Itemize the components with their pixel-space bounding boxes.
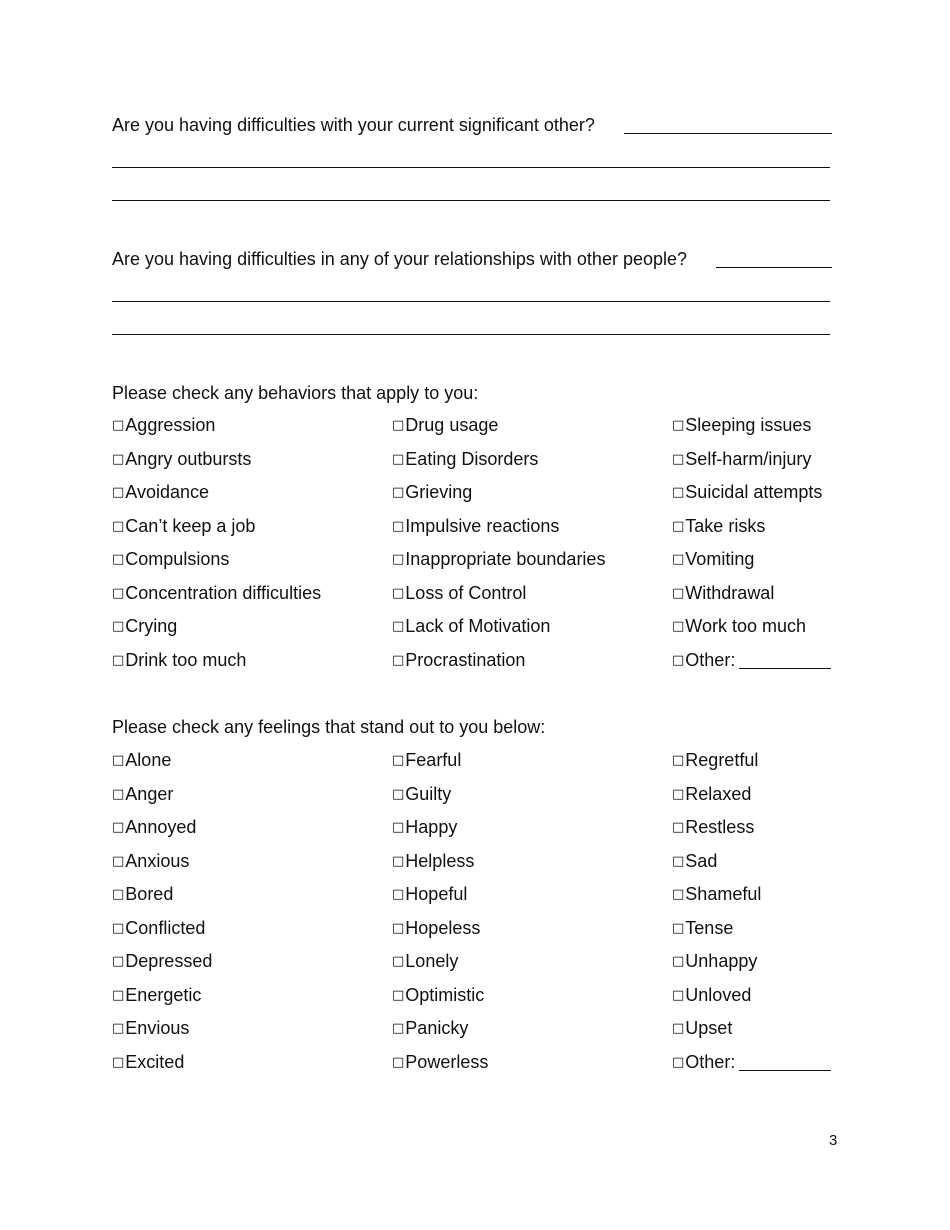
checkbox[interactable]: □ — [672, 619, 685, 635]
checkbox[interactable]: □ — [112, 887, 125, 903]
option-label: Sleeping issues — [685, 415, 812, 436]
option-label: Work too much — [685, 616, 807, 637]
behavior-option-procrastination[interactable] — [392, 644, 672, 678]
feeling-option-restless[interactable] — [672, 811, 832, 845]
form-page — [112, 0, 832, 1230]
checkbox[interactable]: □ — [392, 451, 405, 467]
feeling-option-depressed[interactable] — [112, 945, 392, 979]
behavior-option-other[interactable] — [672, 644, 832, 678]
checkbox[interactable]: □ — [112, 753, 125, 769]
option-label: Conflicted — [125, 917, 206, 938]
feeling-option-envious[interactable] — [112, 1012, 392, 1046]
checkbox[interactable]: □ — [112, 418, 125, 434]
option-label: Relaxed — [685, 783, 752, 804]
option-label: Unloved — [685, 984, 752, 1005]
option-label: Depressed — [125, 951, 213, 972]
feeling-option-happy[interactable] — [392, 811, 672, 845]
feeling-option-powerless[interactable] — [392, 1046, 672, 1080]
behavior-option-eating-disorders[interactable] — [392, 443, 672, 477]
option-label: Aggression — [125, 415, 216, 436]
feeling-option-hopeless[interactable] — [392, 912, 672, 946]
feeling-option-relaxed[interactable] — [672, 778, 832, 812]
checkbox[interactable]: □ — [112, 920, 125, 936]
feeling-option-guilty[interactable] — [392, 778, 672, 812]
checkbox[interactable]: □ — [392, 853, 405, 869]
other-answer-line[interactable] — [739, 652, 831, 669]
checkbox[interactable]: □ — [672, 451, 685, 467]
checkbox[interactable]: □ — [672, 987, 685, 1003]
feelings-checklist — [112, 744, 832, 1079]
option-label: Guilty — [405, 783, 452, 804]
checkbox[interactable]: □ — [392, 552, 405, 568]
feeling-option-unhappy[interactable] — [672, 945, 832, 979]
option-label: Tense — [685, 917, 734, 938]
checkbox[interactable]: □ — [392, 887, 405, 903]
behavior-option-concentration-difficulties[interactable] — [112, 577, 392, 611]
option-label: Fearful — [405, 750, 462, 771]
behavior-option-sleeping-issues[interactable] — [672, 409, 832, 443]
option-label: Hopeless — [405, 917, 481, 938]
checkbox[interactable]: □ — [392, 485, 405, 501]
option-label: Optimistic — [405, 984, 485, 1005]
option-label: Take risks — [685, 515, 766, 536]
option-label: Withdrawal — [685, 582, 775, 603]
checkbox[interactable]: □ — [672, 518, 685, 534]
option-label: Concentration difficulties — [125, 582, 322, 603]
checkbox[interactable]: □ — [672, 820, 685, 836]
option-label: Lack of Motivation — [405, 616, 551, 637]
question-significant-other — [112, 111, 832, 139]
option-label: Anxious — [125, 850, 190, 871]
option-label: Grieving — [405, 482, 473, 503]
behavior-option-avoidance[interactable] — [112, 476, 392, 510]
feeling-option-regretful[interactable] — [672, 744, 832, 778]
feeling-option-optimistic[interactable] — [392, 979, 672, 1013]
question-text: Are you having difficulties with your current significant other? — [112, 115, 595, 135]
option-label: Restless — [685, 817, 755, 838]
checkbox[interactable]: □ — [392, 753, 405, 769]
option-label: Eating Disorders — [405, 448, 539, 469]
option-label: Loss of Control — [405, 582, 527, 603]
behaviors-heading: Please check any behaviors that apply to you: — [112, 383, 479, 403]
option-label: Self-harm/injury — [685, 448, 812, 469]
feeling-option-anger[interactable] — [112, 778, 392, 812]
checkbox[interactable]: □ — [112, 853, 125, 869]
checkbox[interactable]: □ — [672, 585, 685, 601]
checkbox[interactable]: □ — [392, 1021, 405, 1037]
checkbox[interactable]: □ — [112, 954, 125, 970]
checkbox[interactable]: □ — [392, 987, 405, 1003]
behavior-option-can-t-keep-a-job[interactable] — [112, 510, 392, 544]
option-label: Suicidal attempts — [685, 482, 823, 503]
behavior-option-withdrawal[interactable] — [672, 577, 832, 611]
checkbox[interactable]: □ — [392, 1054, 405, 1070]
option-label: Avoidance — [125, 482, 210, 503]
checkbox[interactable]: □ — [112, 1021, 125, 1037]
checkbox[interactable]: □ — [672, 887, 685, 903]
answer-line[interactable] — [624, 133, 832, 134]
behavior-option-grieving[interactable] — [392, 476, 672, 510]
checkbox[interactable]: □ — [392, 518, 405, 534]
feeling-option-alone[interactable] — [112, 744, 392, 778]
behavior-option-take-risks[interactable] — [672, 510, 832, 544]
option-label: Vomiting — [685, 549, 755, 570]
feeling-option-conflicted[interactable] — [112, 912, 392, 946]
answer-line[interactable] — [112, 301, 830, 302]
answer-line[interactable] — [112, 334, 830, 335]
option-label: Sad — [685, 850, 718, 871]
checkbox[interactable]: □ — [672, 1054, 685, 1070]
checkbox[interactable]: □ — [672, 652, 685, 668]
question-text: Are you having difficulties in any of your relationships with other people? — [112, 249, 688, 269]
behavior-option-vomiting[interactable] — [672, 543, 832, 577]
option-label: Inappropriate boundaries — [405, 549, 606, 570]
option-label: Upset — [685, 1018, 733, 1039]
feeling-option-anxious[interactable] — [112, 845, 392, 879]
checkbox[interactable]: □ — [672, 753, 685, 769]
option-label: Lonely — [405, 951, 459, 972]
behavior-option-inappropriate-boundaries[interactable] — [392, 543, 672, 577]
checkbox[interactable]: □ — [392, 585, 405, 601]
option-label: Helpless — [405, 850, 475, 871]
checkbox[interactable]: □ — [112, 1054, 125, 1070]
option-label: Compulsions — [125, 549, 230, 570]
behaviors-checklist — [112, 409, 832, 677]
behavior-option-loss-of-control[interactable] — [392, 577, 672, 611]
option-label: Other: — [685, 1051, 736, 1072]
checkbox[interactable]: □ — [112, 786, 125, 802]
option-label: Angry outbursts — [125, 448, 252, 469]
feeling-option-tense[interactable] — [672, 912, 832, 946]
option-label: Unhappy — [685, 951, 758, 972]
checkbox[interactable]: □ — [672, 552, 685, 568]
checkbox[interactable]: □ — [112, 652, 125, 668]
option-label: Impulsive reactions — [405, 515, 560, 536]
option-label: Excited — [125, 1051, 185, 1072]
behavior-option-impulsive-reactions[interactable] — [392, 510, 672, 544]
feeling-option-upset[interactable] — [672, 1012, 832, 1046]
behavior-option-angry-outbursts[interactable] — [112, 443, 392, 477]
checkbox[interactable]: □ — [112, 552, 125, 568]
feeling-option-shameful[interactable] — [672, 878, 832, 912]
option-label: Anger — [125, 783, 174, 804]
feelings-heading: Please check any feelings that stand out to you below: — [112, 717, 546, 737]
behavior-option-work-too-much[interactable] — [672, 610, 832, 644]
behavior-option-aggression[interactable] — [112, 409, 392, 443]
checkbox[interactable]: □ — [112, 619, 125, 635]
page-number: 3 — [829, 1132, 838, 1149]
feeling-option-excited[interactable] — [112, 1046, 392, 1080]
option-label: Annoyed — [125, 817, 197, 838]
checkbox[interactable]: □ — [672, 954, 685, 970]
option-label: Panicky — [405, 1018, 469, 1039]
behavior-option-suicidal-attempts[interactable] — [672, 476, 832, 510]
checkbox[interactable]: □ — [672, 786, 685, 802]
checkbox[interactable]: □ — [392, 418, 405, 434]
checkbox[interactable]: □ — [112, 820, 125, 836]
checkbox[interactable]: □ — [112, 585, 125, 601]
feeling-option-panicky[interactable] — [392, 1012, 672, 1046]
answer-line[interactable] — [716, 267, 832, 268]
behavior-option-self-harm-injury[interactable] — [672, 443, 832, 477]
feeling-option-other[interactable] — [672, 1046, 832, 1080]
option-label: Shameful — [685, 884, 762, 905]
behavior-option-drug-usage[interactable] — [392, 409, 672, 443]
option-label: Can’t keep a job — [125, 515, 256, 536]
checkbox[interactable]: □ — [672, 920, 685, 936]
option-label: Energetic — [125, 984, 202, 1005]
feeling-option-energetic[interactable] — [112, 979, 392, 1013]
option-label: Envious — [125, 1018, 190, 1039]
option-label: Regretful — [685, 750, 759, 771]
feeling-option-sad[interactable] — [672, 845, 832, 879]
question-relationships — [112, 245, 832, 273]
feeling-option-unloved[interactable] — [672, 979, 832, 1013]
checkbox[interactable]: □ — [672, 1021, 685, 1037]
behavior-option-drink-too-much[interactable] — [112, 644, 392, 678]
option-label: Crying — [125, 616, 178, 637]
feeling-option-bored[interactable] — [112, 878, 392, 912]
option-label: Bored — [125, 884, 174, 905]
answer-line[interactable] — [112, 200, 830, 201]
behavior-option-compulsions[interactable] — [112, 543, 392, 577]
checkbox[interactable]: □ — [672, 418, 685, 434]
feeling-option-lonely[interactable] — [392, 945, 672, 979]
checkbox[interactable]: □ — [392, 619, 405, 635]
other-answer-line[interactable] — [739, 1054, 831, 1071]
checkbox[interactable]: □ — [392, 652, 405, 668]
checkbox[interactable]: □ — [392, 786, 405, 802]
option-label: Other: — [685, 649, 736, 670]
checkbox[interactable]: □ — [112, 451, 125, 467]
answer-line[interactable] — [112, 167, 830, 168]
feeling-option-hopeful[interactable] — [392, 878, 672, 912]
checkbox[interactable]: □ — [392, 820, 405, 836]
behavior-option-lack-of-motivation[interactable] — [392, 610, 672, 644]
checkbox[interactable]: □ — [672, 853, 685, 869]
feeling-option-fearful[interactable] — [392, 744, 672, 778]
option-label: Procrastination — [405, 649, 526, 670]
checkbox[interactable]: □ — [112, 987, 125, 1003]
option-label: Drug usage — [405, 415, 499, 436]
option-label: Hopeful — [405, 884, 468, 905]
checkbox[interactable]: □ — [672, 485, 685, 501]
checkbox[interactable]: □ — [112, 485, 125, 501]
option-label: Happy — [405, 817, 458, 838]
behavior-option-crying[interactable] — [112, 610, 392, 644]
feeling-option-annoyed[interactable] — [112, 811, 392, 845]
checkbox[interactable]: □ — [392, 920, 405, 936]
option-label: Drink too much — [125, 649, 247, 670]
option-label: Powerless — [405, 1051, 489, 1072]
feeling-option-helpless[interactable] — [392, 845, 672, 879]
option-label: Alone — [125, 750, 172, 771]
checkbox[interactable]: □ — [112, 518, 125, 534]
checkbox[interactable]: □ — [392, 954, 405, 970]
